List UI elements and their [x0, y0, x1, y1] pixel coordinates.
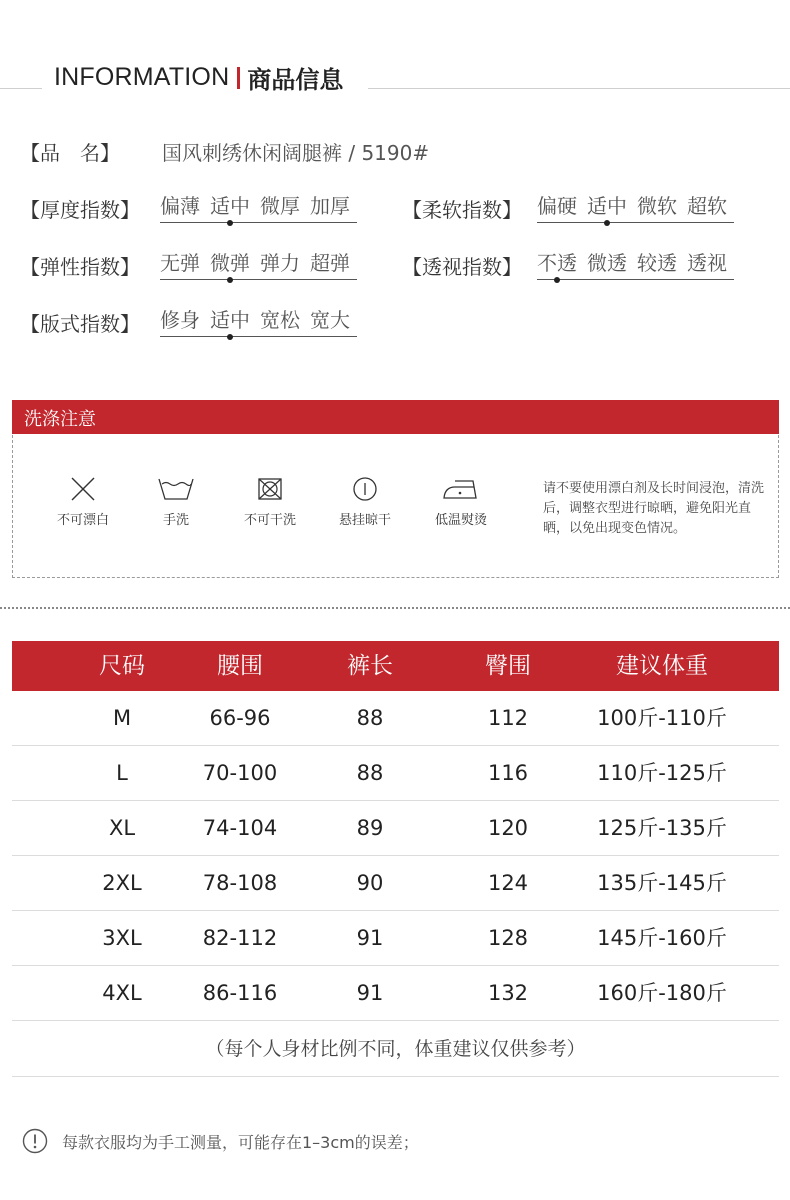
elasticity-scale	[160, 247, 357, 283]
header-divider-left	[0, 88, 42, 89]
wash-note: 请不要使用漂白剂及长时间浸泡，清洗后，调整衣型进行晾晒，避免阳光直晒，以免出现变色情况。	[543, 481, 765, 536]
cell-hip: 120	[487, 816, 529, 840]
transparency-option: 透视	[687, 250, 727, 275]
header-size: 尺码	[99, 653, 145, 679]
scale-line	[537, 279, 734, 280]
table-row	[12, 801, 779, 856]
wash-label: 悬挂晾干	[338, 513, 391, 528]
wash-item	[416, 475, 506, 528]
cell-weight: 145斤-160斤	[597, 926, 727, 950]
table-note: （每个人身材比例不同，体重建议仅供参考）	[12, 1021, 779, 1077]
scale-marker	[227, 334, 233, 340]
cell-size: M	[112, 706, 132, 730]
wash-item	[225, 475, 315, 528]
cell-hip: 116	[487, 761, 529, 785]
softness-option: 适中	[587, 193, 627, 218]
thickness-scale	[160, 190, 357, 226]
wash-item	[320, 475, 410, 528]
cell-hip: 132	[487, 981, 529, 1005]
hand-wash-icon	[157, 475, 195, 503]
elasticity-label: 【弹性指数】	[20, 255, 140, 279]
fit-scale	[160, 304, 357, 340]
cell-length: 89	[356, 816, 384, 840]
scale-line	[160, 279, 357, 280]
softness-option: 偏硬	[537, 193, 577, 218]
transparency-option: 较透	[637, 250, 677, 275]
measurement-note-text: 每款衣服均为手工测量，可能存在1–3cm的误差；	[62, 1132, 419, 1152]
scale-line	[537, 222, 734, 223]
cell-hip: 124	[487, 871, 529, 895]
softness-option: 超软	[687, 193, 727, 218]
table-header	[12, 641, 779, 691]
thickness-option: 微厚	[260, 193, 300, 218]
fit-option: 宽大	[310, 307, 350, 332]
header-waist: 腰围	[217, 653, 263, 679]
cell-weight: 160斤-180斤	[597, 981, 727, 1005]
table-row	[12, 691, 779, 746]
scale-line	[160, 336, 357, 337]
elasticity-option: 弹力	[260, 250, 300, 275]
cell-size: L	[116, 761, 128, 785]
wash-label: 不可漂白	[56, 513, 109, 528]
transparency-option: 微透	[587, 250, 627, 275]
cell-length: 88	[356, 706, 384, 730]
scale-marker	[604, 220, 610, 226]
wash-label: 不可干洗	[243, 513, 296, 528]
transparency-scale	[537, 247, 734, 283]
wash-title-bar	[12, 400, 779, 434]
table-row	[12, 966, 779, 1021]
size-table	[12, 641, 779, 1077]
cell-length: 91	[356, 981, 384, 1005]
cell-waist: 74-104	[202, 816, 278, 840]
cell-waist: 82-112	[202, 926, 278, 950]
scale-line	[160, 222, 357, 223]
cell-waist: 66-96	[209, 706, 271, 730]
wash-item	[131, 475, 221, 528]
wash-title: 洗涤注意	[24, 409, 96, 430]
softness-scale	[537, 190, 734, 226]
header-title	[54, 60, 343, 95]
cell-size: XL	[108, 816, 136, 840]
header-title-cn: 商品信息	[247, 66, 344, 94]
transparency-label: 【透视指数】	[402, 255, 522, 279]
cell-waist: 78-108	[202, 871, 278, 895]
table-row	[12, 856, 779, 911]
cell-weight: 100斤-110斤	[597, 706, 727, 730]
cell-length: 91	[356, 926, 384, 950]
wash-label: 手洗	[162, 513, 189, 528]
header-divider-right	[368, 88, 790, 89]
scale-marker	[554, 277, 560, 283]
scale-marker	[227, 220, 233, 226]
scale-marker	[227, 277, 233, 283]
elasticity-option: 无弹	[160, 250, 200, 275]
cell-waist: 70-100	[202, 761, 278, 785]
cell-length: 90	[356, 871, 384, 895]
table-row	[12, 911, 779, 966]
hang-dry-icon	[350, 475, 380, 503]
dotted-divider	[0, 607, 790, 609]
header-length: 裤长	[347, 653, 393, 679]
name-value: 国风刺绣休闲阔腿裤 / 5190#	[162, 141, 430, 165]
no-bleach-icon	[68, 475, 98, 503]
fit-option: 宽松	[260, 307, 300, 332]
thickness-label: 【厚度指数】	[20, 198, 140, 222]
header-hip: 臀围	[485, 653, 531, 679]
thickness-option: 适中	[210, 193, 250, 218]
cell-length: 88	[356, 761, 384, 785]
cell-size: 2XL	[102, 871, 142, 895]
header-title-en: INFORMATION	[54, 63, 230, 91]
elasticity-option: 微弹	[210, 250, 250, 275]
cell-size: 4XL	[102, 981, 142, 1005]
softness-label: 【柔软指数】	[402, 198, 522, 222]
cell-hip: 128	[487, 926, 529, 950]
elasticity-option: 超弹	[310, 250, 350, 275]
low-iron-icon	[441, 475, 481, 503]
thickness-option: 偏薄	[160, 193, 200, 218]
thickness-option: 加厚	[310, 193, 350, 218]
cell-weight: 110斤-125斤	[597, 761, 727, 785]
fit-option: 修身	[160, 307, 200, 332]
header-weight: 建议体重	[616, 653, 708, 679]
header-accent-bar	[237, 67, 240, 89]
fit-option: 适中	[210, 307, 250, 332]
wash-item	[38, 475, 128, 528]
cell-weight: 135斤-145斤	[597, 871, 727, 895]
exclamation-icon	[22, 1128, 48, 1154]
no-dry-clean-icon	[255, 475, 285, 503]
name-label: 【品 名】	[20, 141, 120, 165]
section-header	[0, 58, 790, 98]
softness-option: 微软	[637, 193, 677, 218]
table-row	[12, 746, 779, 801]
cell-waist: 86-116	[202, 981, 278, 1005]
wash-label: 低温熨烫	[434, 513, 487, 528]
measurement-note	[22, 1128, 419, 1154]
wash-instructions	[12, 400, 779, 578]
cell-size: 3XL	[102, 926, 142, 950]
transparency-option: 不透	[537, 250, 577, 275]
cell-hip: 112	[487, 706, 529, 730]
cell-weight: 125斤-135斤	[597, 816, 727, 840]
fit-label: 【版式指数】	[20, 312, 140, 336]
